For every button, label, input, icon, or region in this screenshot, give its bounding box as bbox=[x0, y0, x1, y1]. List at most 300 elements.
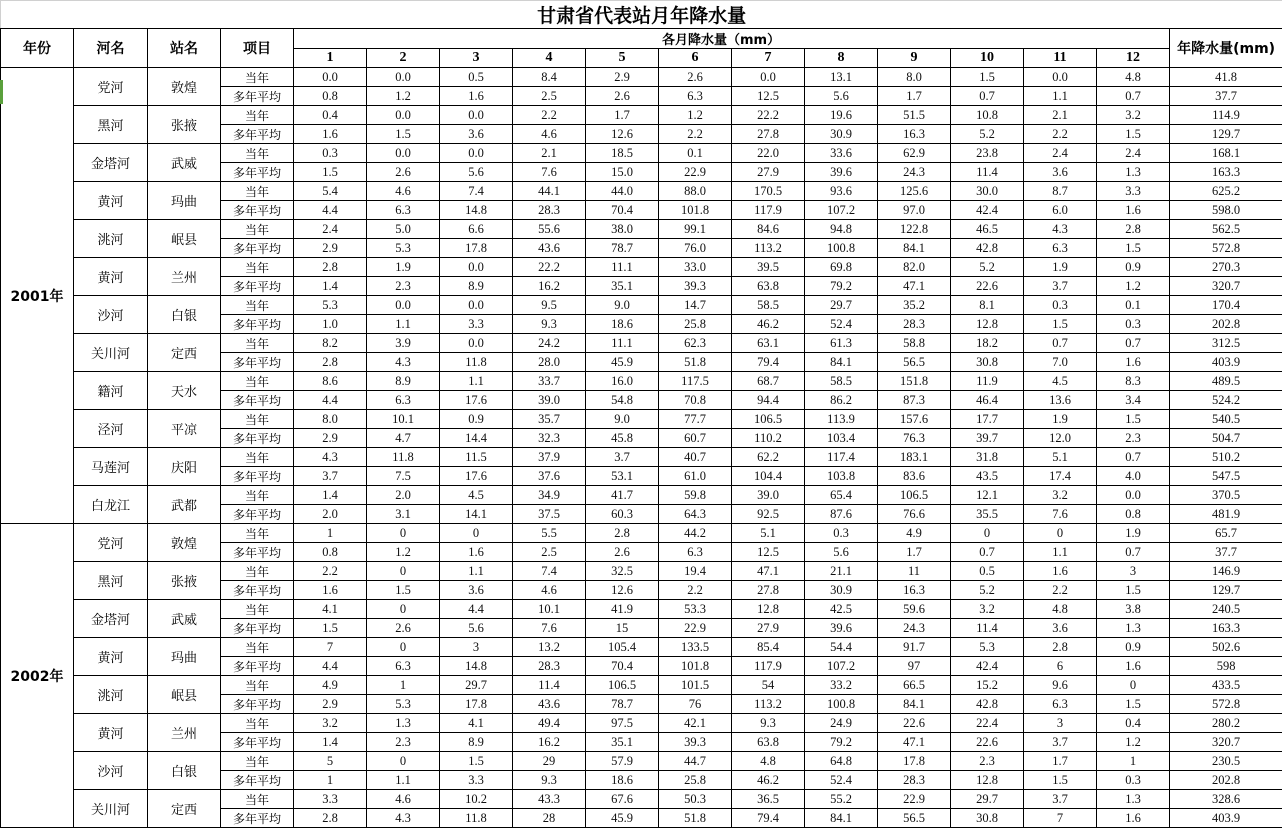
month-value-cell[interactable]: 4.6 bbox=[367, 790, 440, 809]
month-value-cell[interactable]: 22.6 bbox=[951, 733, 1024, 752]
month-value-cell[interactable]: 9.6 bbox=[1024, 676, 1097, 695]
month-value-cell[interactable]: 87.6 bbox=[805, 505, 878, 524]
month-value-cell[interactable]: 1.5 bbox=[1097, 410, 1170, 429]
month-value-cell[interactable]: 1.2 bbox=[1097, 733, 1170, 752]
month-value-cell[interactable]: 0.7 bbox=[1097, 87, 1170, 106]
month-value-cell[interactable]: 29.7 bbox=[805, 296, 878, 315]
month-value-cell[interactable]: 42.5 bbox=[805, 600, 878, 619]
station-cell[interactable]: 平凉 bbox=[148, 410, 221, 448]
river-cell[interactable]: 关川河 bbox=[74, 334, 148, 372]
station-cell[interactable]: 敦煌 bbox=[148, 68, 221, 106]
month-value-cell[interactable]: 28.3 bbox=[878, 315, 951, 334]
month-value-cell[interactable]: 54 bbox=[732, 676, 805, 695]
month-value-cell[interactable]: 84.6 bbox=[732, 220, 805, 239]
month-value-cell[interactable]: 39.0 bbox=[732, 486, 805, 505]
month-value-cell[interactable]: 44.1 bbox=[513, 182, 586, 201]
month-value-cell[interactable]: 15 bbox=[586, 619, 659, 638]
month-value-cell[interactable]: 9.0 bbox=[586, 296, 659, 315]
month-value-cell[interactable]: 30.9 bbox=[805, 125, 878, 144]
header-month-9[interactable]: 9 bbox=[878, 49, 951, 68]
month-value-cell[interactable]: 52.4 bbox=[805, 315, 878, 334]
month-value-cell[interactable]: 3.9 bbox=[367, 334, 440, 353]
river-cell[interactable]: 黄河 bbox=[74, 258, 148, 296]
station-cell[interactable]: 庆阳 bbox=[148, 448, 221, 486]
month-value-cell[interactable]: 50.3 bbox=[659, 790, 732, 809]
month-value-cell[interactable]: 11 bbox=[878, 562, 951, 581]
river-cell[interactable]: 关川河 bbox=[74, 790, 148, 828]
annual-value-cell[interactable]: 328.6 bbox=[1170, 790, 1282, 809]
annual-value-cell[interactable]: 598.0 bbox=[1170, 201, 1282, 220]
item-cell[interactable]: 当年 bbox=[221, 600, 294, 619]
month-value-cell[interactable]: 60.3 bbox=[586, 505, 659, 524]
month-value-cell[interactable]: 7.6 bbox=[1024, 505, 1097, 524]
month-value-cell[interactable]: 2.2 bbox=[513, 106, 586, 125]
month-value-cell[interactable]: 22.4 bbox=[951, 714, 1024, 733]
year-cell[interactable]: 2001年 bbox=[1, 68, 74, 524]
month-value-cell[interactable]: 4.1 bbox=[440, 714, 513, 733]
annual-value-cell[interactable]: 280.2 bbox=[1170, 714, 1282, 733]
month-value-cell[interactable]: 42.4 bbox=[951, 657, 1024, 676]
month-value-cell[interactable]: 5.2 bbox=[951, 581, 1024, 600]
annual-value-cell[interactable]: 489.5 bbox=[1170, 372, 1282, 391]
month-value-cell[interactable]: 2.4 bbox=[294, 220, 367, 239]
month-value-cell[interactable]: 22.9 bbox=[659, 619, 732, 638]
month-value-cell[interactable]: 1 bbox=[1097, 752, 1170, 771]
month-value-cell[interactable]: 62.2 bbox=[732, 448, 805, 467]
month-value-cell[interactable]: 57.9 bbox=[586, 752, 659, 771]
item-cell[interactable]: 多年平均 bbox=[221, 809, 294, 828]
month-value-cell[interactable]: 0.8 bbox=[294, 543, 367, 562]
month-value-cell[interactable]: 0.4 bbox=[1097, 714, 1170, 733]
month-value-cell[interactable]: 0.0 bbox=[367, 106, 440, 125]
river-cell[interactable]: 洮河 bbox=[74, 220, 148, 258]
month-value-cell[interactable]: 113.9 bbox=[805, 410, 878, 429]
annual-value-cell[interactable]: 320.7 bbox=[1170, 277, 1282, 296]
month-value-cell[interactable]: 15.0 bbox=[586, 163, 659, 182]
month-value-cell[interactable]: 44.7 bbox=[659, 752, 732, 771]
month-value-cell[interactable]: 101.8 bbox=[659, 201, 732, 220]
item-cell[interactable]: 多年平均 bbox=[221, 239, 294, 258]
month-value-cell[interactable]: 3.2 bbox=[1024, 486, 1097, 505]
annual-value-cell[interactable]: 163.3 bbox=[1170, 619, 1282, 638]
month-value-cell[interactable]: 1 bbox=[294, 524, 367, 543]
month-value-cell[interactable]: 0.0 bbox=[732, 68, 805, 87]
station-cell[interactable]: 兰州 bbox=[148, 258, 221, 296]
month-value-cell[interactable]: 79.4 bbox=[732, 809, 805, 828]
annual-value-cell[interactable]: 129.7 bbox=[1170, 125, 1282, 144]
month-value-cell[interactable]: 0.7 bbox=[951, 543, 1024, 562]
month-value-cell[interactable]: 64.3 bbox=[659, 505, 732, 524]
month-value-cell[interactable]: 8.0 bbox=[878, 68, 951, 87]
month-value-cell[interactable]: 1.1 bbox=[1024, 543, 1097, 562]
month-value-cell[interactable]: 1.5 bbox=[1024, 315, 1097, 334]
month-value-cell[interactable]: 0.3 bbox=[294, 144, 367, 163]
header-month-1[interactable]: 1 bbox=[294, 49, 367, 68]
month-value-cell[interactable]: 85.4 bbox=[732, 638, 805, 657]
month-value-cell[interactable]: 84.1 bbox=[805, 353, 878, 372]
month-value-cell[interactable]: 2.6 bbox=[659, 68, 732, 87]
month-value-cell[interactable]: 104.4 bbox=[732, 467, 805, 486]
month-value-cell[interactable]: 36.5 bbox=[732, 790, 805, 809]
station-cell[interactable]: 天水 bbox=[148, 372, 221, 410]
month-value-cell[interactable]: 33.2 bbox=[805, 676, 878, 695]
month-value-cell[interactable]: 11.8 bbox=[440, 353, 513, 372]
month-value-cell[interactable]: 117.9 bbox=[732, 657, 805, 676]
month-value-cell[interactable]: 4.3 bbox=[1024, 220, 1097, 239]
month-value-cell[interactable]: 1.5 bbox=[951, 68, 1024, 87]
month-value-cell[interactable]: 76 bbox=[659, 695, 732, 714]
month-value-cell[interactable]: 70.4 bbox=[586, 201, 659, 220]
month-value-cell[interactable]: 27.9 bbox=[732, 619, 805, 638]
header-month-11[interactable]: 11 bbox=[1024, 49, 1097, 68]
month-value-cell[interactable]: 35.1 bbox=[586, 733, 659, 752]
month-value-cell[interactable]: 22.9 bbox=[659, 163, 732, 182]
month-value-cell[interactable]: 0.7 bbox=[1024, 334, 1097, 353]
annual-value-cell[interactable]: 240.5 bbox=[1170, 600, 1282, 619]
month-value-cell[interactable]: 8.3 bbox=[1097, 372, 1170, 391]
month-value-cell[interactable]: 14.8 bbox=[440, 201, 513, 220]
month-value-cell[interactable]: 183.1 bbox=[878, 448, 951, 467]
month-value-cell[interactable]: 6.3 bbox=[367, 201, 440, 220]
month-value-cell[interactable]: 7.4 bbox=[513, 562, 586, 581]
month-value-cell[interactable]: 2.3 bbox=[951, 752, 1024, 771]
month-value-cell[interactable]: 58.8 bbox=[878, 334, 951, 353]
month-value-cell[interactable]: 1.3 bbox=[367, 714, 440, 733]
month-value-cell[interactable]: 8.1 bbox=[951, 296, 1024, 315]
month-value-cell[interactable]: 34.9 bbox=[513, 486, 586, 505]
month-value-cell[interactable]: 52.4 bbox=[805, 771, 878, 790]
month-value-cell[interactable]: 30.8 bbox=[951, 353, 1024, 372]
month-value-cell[interactable]: 60.7 bbox=[659, 429, 732, 448]
month-value-cell[interactable]: 3 bbox=[1097, 562, 1170, 581]
annual-value-cell[interactable]: 547.5 bbox=[1170, 467, 1282, 486]
month-value-cell[interactable]: 2.3 bbox=[367, 277, 440, 296]
annual-value-cell[interactable]: 146.9 bbox=[1170, 562, 1282, 581]
month-value-cell[interactable]: 2.0 bbox=[367, 486, 440, 505]
header-river[interactable]: 河名 bbox=[74, 29, 148, 68]
month-value-cell[interactable]: 1.7 bbox=[1024, 752, 1097, 771]
table-title[interactable]: 甘肃省代表站月年降水量 bbox=[1, 1, 1282, 29]
month-value-cell[interactable]: 113.2 bbox=[732, 239, 805, 258]
header-station[interactable]: 站名 bbox=[148, 29, 221, 68]
month-value-cell[interactable]: 8.4 bbox=[513, 68, 586, 87]
item-cell[interactable]: 多年平均 bbox=[221, 353, 294, 372]
month-value-cell[interactable]: 12.8 bbox=[951, 771, 1024, 790]
item-cell[interactable]: 多年平均 bbox=[221, 125, 294, 144]
month-value-cell[interactable]: 5.2 bbox=[951, 258, 1024, 277]
month-value-cell[interactable]: 1.4 bbox=[294, 486, 367, 505]
month-value-cell[interactable]: 11.9 bbox=[951, 372, 1024, 391]
month-value-cell[interactable]: 97.0 bbox=[878, 201, 951, 220]
month-value-cell[interactable]: 125.6 bbox=[878, 182, 951, 201]
header-item[interactable]: 项目 bbox=[221, 29, 294, 68]
month-value-cell[interactable]: 2.8 bbox=[294, 258, 367, 277]
month-value-cell[interactable]: 8.2 bbox=[294, 334, 367, 353]
year-cell[interactable]: 2002年 bbox=[1, 524, 74, 828]
month-value-cell[interactable]: 105.4 bbox=[586, 638, 659, 657]
month-value-cell[interactable]: 1.5 bbox=[1097, 125, 1170, 144]
month-value-cell[interactable]: 3.8 bbox=[1097, 600, 1170, 619]
month-value-cell[interactable]: 151.8 bbox=[878, 372, 951, 391]
month-value-cell[interactable]: 11.4 bbox=[951, 163, 1024, 182]
month-value-cell[interactable]: 28.3 bbox=[513, 201, 586, 220]
month-value-cell[interactable]: 76.3 bbox=[878, 429, 951, 448]
month-value-cell[interactable]: 0.5 bbox=[440, 68, 513, 87]
month-value-cell[interactable]: 54.8 bbox=[586, 391, 659, 410]
month-value-cell[interactable]: 0.3 bbox=[1024, 296, 1097, 315]
month-value-cell[interactable]: 1.7 bbox=[878, 543, 951, 562]
month-value-cell[interactable]: 46.5 bbox=[951, 220, 1024, 239]
month-value-cell[interactable]: 6.3 bbox=[1024, 695, 1097, 714]
month-value-cell[interactable]: 38.0 bbox=[586, 220, 659, 239]
month-value-cell[interactable]: 0 bbox=[951, 524, 1024, 543]
month-value-cell[interactable]: 2.8 bbox=[1097, 220, 1170, 239]
header-month-7[interactable]: 7 bbox=[732, 49, 805, 68]
month-value-cell[interactable]: 91.7 bbox=[878, 638, 951, 657]
month-value-cell[interactable]: 1.2 bbox=[367, 543, 440, 562]
month-value-cell[interactable]: 29.7 bbox=[440, 676, 513, 695]
month-value-cell[interactable]: 5.6 bbox=[440, 619, 513, 638]
month-value-cell[interactable]: 2.4 bbox=[1024, 144, 1097, 163]
month-value-cell[interactable]: 22.6 bbox=[878, 714, 951, 733]
month-value-cell[interactable]: 3.3 bbox=[440, 771, 513, 790]
river-cell[interactable]: 黑河 bbox=[74, 562, 148, 600]
month-value-cell[interactable]: 63.8 bbox=[732, 733, 805, 752]
month-value-cell[interactable]: 27.8 bbox=[732, 125, 805, 144]
month-value-cell[interactable]: 18.6 bbox=[586, 315, 659, 334]
month-value-cell[interactable]: 27.8 bbox=[732, 581, 805, 600]
month-value-cell[interactable]: 9.0 bbox=[586, 410, 659, 429]
month-value-cell[interactable]: 113.2 bbox=[732, 695, 805, 714]
station-cell[interactable]: 岷县 bbox=[148, 676, 221, 714]
month-value-cell[interactable]: 28 bbox=[513, 809, 586, 828]
month-value-cell[interactable]: 47.1 bbox=[878, 277, 951, 296]
month-value-cell[interactable]: 100.8 bbox=[805, 239, 878, 258]
station-cell[interactable]: 武都 bbox=[148, 486, 221, 524]
month-value-cell[interactable]: 22.0 bbox=[732, 144, 805, 163]
month-value-cell[interactable]: 7 bbox=[294, 638, 367, 657]
month-value-cell[interactable]: 4.8 bbox=[732, 752, 805, 771]
month-value-cell[interactable]: 8.0 bbox=[294, 410, 367, 429]
month-value-cell[interactable]: 11.5 bbox=[440, 448, 513, 467]
month-value-cell[interactable]: 0 bbox=[367, 600, 440, 619]
river-cell[interactable]: 黄河 bbox=[74, 714, 148, 752]
annual-value-cell[interactable]: 370.5 bbox=[1170, 486, 1282, 505]
month-value-cell[interactable]: 56.5 bbox=[878, 353, 951, 372]
station-cell[interactable]: 定西 bbox=[148, 334, 221, 372]
month-value-cell[interactable]: 65.4 bbox=[805, 486, 878, 505]
item-cell[interactable]: 当年 bbox=[221, 562, 294, 581]
month-value-cell[interactable]: 69.8 bbox=[805, 258, 878, 277]
annual-value-cell[interactable]: 433.5 bbox=[1170, 676, 1282, 695]
month-value-cell[interactable]: 39.6 bbox=[805, 163, 878, 182]
month-value-cell[interactable]: 4.6 bbox=[513, 125, 586, 144]
month-value-cell[interactable]: 56.5 bbox=[878, 809, 951, 828]
month-value-cell[interactable]: 24.3 bbox=[878, 163, 951, 182]
month-value-cell[interactable]: 3.2 bbox=[1097, 106, 1170, 125]
annual-value-cell[interactable]: 168.1 bbox=[1170, 144, 1282, 163]
item-cell[interactable]: 多年平均 bbox=[221, 733, 294, 752]
header-month-8[interactable]: 8 bbox=[805, 49, 878, 68]
month-value-cell[interactable]: 17.7 bbox=[951, 410, 1024, 429]
item-cell[interactable]: 多年平均 bbox=[221, 581, 294, 600]
month-value-cell[interactable]: 78.7 bbox=[586, 239, 659, 258]
month-value-cell[interactable]: 22.9 bbox=[878, 790, 951, 809]
month-value-cell[interactable]: 2.2 bbox=[1024, 125, 1097, 144]
month-value-cell[interactable]: 11.8 bbox=[367, 448, 440, 467]
item-cell[interactable]: 多年平均 bbox=[221, 277, 294, 296]
month-value-cell[interactable]: 8.6 bbox=[294, 372, 367, 391]
header-year[interactable]: 年份 bbox=[1, 29, 74, 68]
annual-value-cell[interactable]: 37.7 bbox=[1170, 543, 1282, 562]
month-value-cell[interactable]: 101.5 bbox=[659, 676, 732, 695]
month-value-cell[interactable]: 3.3 bbox=[1097, 182, 1170, 201]
month-value-cell[interactable]: 5.4 bbox=[294, 182, 367, 201]
month-value-cell[interactable]: 61.3 bbox=[805, 334, 878, 353]
month-value-cell[interactable]: 84.1 bbox=[878, 695, 951, 714]
river-cell[interactable]: 马莲河 bbox=[74, 448, 148, 486]
annual-value-cell[interactable]: 129.7 bbox=[1170, 581, 1282, 600]
month-value-cell[interactable]: 12.5 bbox=[732, 543, 805, 562]
month-value-cell[interactable]: 53.1 bbox=[586, 467, 659, 486]
month-value-cell[interactable]: 0.9 bbox=[440, 410, 513, 429]
month-value-cell[interactable]: 5.5 bbox=[513, 524, 586, 543]
month-value-cell[interactable]: 0.0 bbox=[440, 106, 513, 125]
item-cell[interactable]: 多年平均 bbox=[221, 429, 294, 448]
month-value-cell[interactable]: 5 bbox=[294, 752, 367, 771]
month-value-cell[interactable]: 1.5 bbox=[294, 163, 367, 182]
annual-value-cell[interactable]: 41.8 bbox=[1170, 68, 1282, 87]
month-value-cell[interactable]: 0.8 bbox=[1097, 505, 1170, 524]
month-value-cell[interactable]: 5.6 bbox=[805, 87, 878, 106]
month-value-cell[interactable]: 0.0 bbox=[440, 334, 513, 353]
month-value-cell[interactable]: 2.6 bbox=[367, 619, 440, 638]
river-cell[interactable]: 泾河 bbox=[74, 410, 148, 448]
month-value-cell[interactable]: 76.6 bbox=[878, 505, 951, 524]
month-value-cell[interactable]: 35.2 bbox=[878, 296, 951, 315]
month-value-cell[interactable]: 0.8 bbox=[294, 87, 367, 106]
month-value-cell[interactable]: 5.6 bbox=[805, 543, 878, 562]
month-value-cell[interactable]: 58.5 bbox=[732, 296, 805, 315]
month-value-cell[interactable]: 2.8 bbox=[586, 524, 659, 543]
month-value-cell[interactable]: 0 bbox=[1097, 676, 1170, 695]
month-value-cell[interactable]: 0.7 bbox=[1097, 543, 1170, 562]
month-value-cell[interactable]: 2.2 bbox=[1024, 581, 1097, 600]
month-value-cell[interactable]: 68.7 bbox=[732, 372, 805, 391]
month-value-cell[interactable]: 79.4 bbox=[732, 353, 805, 372]
month-value-cell[interactable]: 5.2 bbox=[951, 125, 1024, 144]
month-value-cell[interactable]: 25.8 bbox=[659, 315, 732, 334]
month-value-cell[interactable]: 0 bbox=[367, 562, 440, 581]
month-value-cell[interactable]: 1.3 bbox=[1097, 790, 1170, 809]
month-value-cell[interactable]: 14.7 bbox=[659, 296, 732, 315]
month-value-cell[interactable]: 41.7 bbox=[586, 486, 659, 505]
month-value-cell[interactable]: 2.1 bbox=[1024, 106, 1097, 125]
month-value-cell[interactable]: 39.3 bbox=[659, 733, 732, 752]
station-cell[interactable]: 武威 bbox=[148, 600, 221, 638]
month-value-cell[interactable]: 2.3 bbox=[367, 733, 440, 752]
month-value-cell[interactable]: 4.3 bbox=[294, 448, 367, 467]
month-value-cell[interactable]: 3.7 bbox=[1024, 733, 1097, 752]
month-value-cell[interactable]: 30.8 bbox=[951, 809, 1024, 828]
month-value-cell[interactable]: 31.8 bbox=[951, 448, 1024, 467]
month-value-cell[interactable]: 0.0 bbox=[367, 68, 440, 87]
month-value-cell[interactable]: 107.2 bbox=[805, 201, 878, 220]
month-value-cell[interactable]: 4.9 bbox=[294, 676, 367, 695]
month-value-cell[interactable]: 17.8 bbox=[440, 239, 513, 258]
month-value-cell[interactable]: 4.4 bbox=[294, 391, 367, 410]
month-value-cell[interactable]: 3.1 bbox=[367, 505, 440, 524]
month-value-cell[interactable]: 44.2 bbox=[659, 524, 732, 543]
month-value-cell[interactable]: 67.6 bbox=[586, 790, 659, 809]
month-value-cell[interactable]: 16.2 bbox=[513, 733, 586, 752]
annual-value-cell[interactable]: 202.8 bbox=[1170, 315, 1282, 334]
month-value-cell[interactable]: 61.0 bbox=[659, 467, 732, 486]
month-value-cell[interactable]: 24.9 bbox=[805, 714, 878, 733]
month-value-cell[interactable]: 30.9 bbox=[805, 581, 878, 600]
month-value-cell[interactable]: 1.6 bbox=[440, 87, 513, 106]
month-value-cell[interactable]: 24.3 bbox=[878, 619, 951, 638]
month-value-cell[interactable]: 2.9 bbox=[294, 429, 367, 448]
month-value-cell[interactable]: 0.9 bbox=[1097, 258, 1170, 277]
month-value-cell[interactable]: 1.6 bbox=[1097, 201, 1170, 220]
month-value-cell[interactable]: 117.4 bbox=[805, 448, 878, 467]
month-value-cell[interactable]: 22.6 bbox=[951, 277, 1024, 296]
month-value-cell[interactable]: 1.5 bbox=[367, 581, 440, 600]
month-value-cell[interactable]: 37.9 bbox=[513, 448, 586, 467]
month-value-cell[interactable]: 32.5 bbox=[586, 562, 659, 581]
month-value-cell[interactable]: 35.1 bbox=[586, 277, 659, 296]
month-value-cell[interactable]: 6.6 bbox=[440, 220, 513, 239]
month-value-cell[interactable]: 117.5 bbox=[659, 372, 732, 391]
month-value-cell[interactable]: 110.2 bbox=[732, 429, 805, 448]
month-value-cell[interactable]: 25.8 bbox=[659, 771, 732, 790]
month-value-cell[interactable]: 0.0 bbox=[440, 258, 513, 277]
month-value-cell[interactable]: 10.8 bbox=[951, 106, 1024, 125]
month-value-cell[interactable]: 11.1 bbox=[586, 258, 659, 277]
month-value-cell[interactable]: 2.5 bbox=[513, 87, 586, 106]
station-cell[interactable]: 武威 bbox=[148, 144, 221, 182]
month-value-cell[interactable]: 8.9 bbox=[367, 372, 440, 391]
month-value-cell[interactable]: 17.6 bbox=[440, 391, 513, 410]
month-value-cell[interactable]: 33.0 bbox=[659, 258, 732, 277]
month-value-cell[interactable]: 11.1 bbox=[586, 334, 659, 353]
month-value-cell[interactable]: 2.0 bbox=[294, 505, 367, 524]
river-cell[interactable]: 党河 bbox=[74, 68, 148, 106]
month-value-cell[interactable]: 39.5 bbox=[732, 258, 805, 277]
item-cell[interactable]: 当年 bbox=[221, 448, 294, 467]
month-value-cell[interactable]: 122.8 bbox=[878, 220, 951, 239]
annual-value-cell[interactable]: 524.2 bbox=[1170, 391, 1282, 410]
month-value-cell[interactable]: 64.8 bbox=[805, 752, 878, 771]
header-monthly[interactable]: 各月降水量（mm） bbox=[294, 29, 1170, 49]
month-value-cell[interactable]: 1.2 bbox=[659, 106, 732, 125]
month-value-cell[interactable]: 12.5 bbox=[732, 87, 805, 106]
annual-value-cell[interactable]: 312.5 bbox=[1170, 334, 1282, 353]
item-cell[interactable]: 多年平均 bbox=[221, 467, 294, 486]
month-value-cell[interactable]: 39.3 bbox=[659, 277, 732, 296]
month-value-cell[interactable]: 106.5 bbox=[732, 410, 805, 429]
item-cell[interactable]: 多年平均 bbox=[221, 505, 294, 524]
month-value-cell[interactable]: 94.4 bbox=[732, 391, 805, 410]
month-value-cell[interactable]: 4.5 bbox=[440, 486, 513, 505]
month-value-cell[interactable]: 99.1 bbox=[659, 220, 732, 239]
month-value-cell[interactable]: 97.5 bbox=[586, 714, 659, 733]
month-value-cell[interactable]: 97 bbox=[878, 657, 951, 676]
month-value-cell[interactable]: 0.3 bbox=[1097, 315, 1170, 334]
month-value-cell[interactable]: 3.6 bbox=[440, 125, 513, 144]
station-cell[interactable]: 张掖 bbox=[148, 106, 221, 144]
